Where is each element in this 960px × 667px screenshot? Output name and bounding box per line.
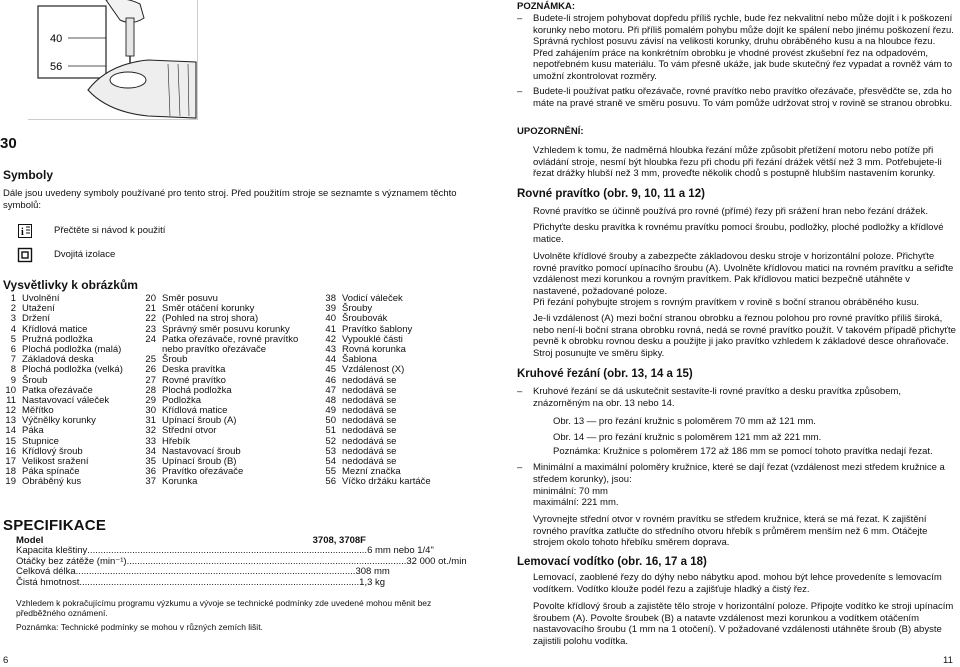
legend-item-number: 52: [325, 435, 336, 447]
legend-item-number: 3: [10, 313, 16, 325]
legend-item: [140, 293, 340, 303]
legend-item-number: 47: [325, 384, 336, 396]
legend-column-1: [0, 293, 150, 487]
legend-item-number: 15: [5, 435, 16, 447]
legend-item-number: 44: [325, 354, 336, 366]
spec-value: 32 000 ot./min: [406, 555, 467, 567]
note-item: – Budete-li strojem pohybovat dopředu příliš rychle, bude řez nekvalitní nebo může dojít i k poškození korunky nebo motoru. Při příliš pomalém pohybu může dojít ke spálení nebo jinému poškození řezu. Správná rychlost posuvu závisí na velikosti korunky, druhu obráběného kusu a na hloubce řezu. Před zahájením práce na konkrétním obrobku je vhodné provést zkušební řez na odpadovém, nepotřebném kusu materiálu. To vám přesně ukáže, jak bude skutečný řez vypadat a rovněž vám to umožní zkontrolovat rozměry.: [517, 13, 957, 82]
legend-item-label: Výčnělky korunky: [22, 415, 96, 427]
legend-item-label: Plochá podložka (malá): [22, 343, 122, 355]
radius-item: – Minimální a maximální poloměry kružnice, které se dají řezat (vzdálenost mezi středem kružnice a středem korunky), jsou:: [517, 462, 957, 485]
legend-item: [140, 476, 340, 486]
legend-item-number: 1: [10, 293, 16, 304]
legend-item-number: 2: [10, 303, 16, 315]
legend-item: [320, 334, 500, 344]
legend-item-number: 43: [325, 343, 336, 355]
note-item-text: Budete-li strojem pohybovat dopředu příliš rychle, bude řez nekvalitní nebo může dojít i k poškození korunky nebo motoru. Při příliš pomalém pohybu může dojít ke spálení nebo jinému poškození řezu. Správná rychlost posuvu závisí na velikosti korunky, druhu obráběného kusu a na hloubce řezu. Před zahájením práce na konkrétním obrobku je vhodné provést zkušební řez na odpadovém, nepotřebném kusu materiálu. To vám přesně ukáže, jak bude skutečný řez vypadat a rovněž vám to umožní zkontrolovat rozměry.: [533, 13, 954, 82]
legend-item: [140, 425, 340, 435]
trimmer-guide-heading: Lemovací vodítko (obr. 16, 17 a 18): [517, 556, 707, 568]
legend-item: [140, 324, 340, 334]
legend-item: [0, 425, 150, 435]
legend-item: [0, 334, 150, 344]
legend-item-number: 19: [5, 476, 16, 488]
note-item-text: Budete-li používat patku ořezávače, rovné pravítko nebo pravítko ořezávače, přesvědčte se, zda ho máte na pravé straně ve směru posuvu. To vám pomůže udržovat stroj v rovině se stranou obrobku.: [533, 86, 953, 109]
legend-item-number: 36: [145, 466, 156, 478]
spec-row: Čistá hmotnost .......................................................................................................... 1,3 kg: [16, 576, 386, 588]
legend-item-number: 24: [145, 333, 156, 345]
legend-item-number: 39: [325, 303, 336, 315]
legend-item: [320, 344, 500, 354]
legend-item-label: Křídlový šroub: [22, 445, 83, 457]
legend-item-number: 28: [145, 384, 156, 396]
legend-item-number: 26: [145, 364, 156, 376]
legend-item: [0, 324, 150, 334]
legend-item-number: 33: [145, 435, 156, 447]
legend-item-label: Vypouklé části: [342, 333, 403, 345]
legend-item-number: 35: [145, 456, 156, 467]
legend-item: [140, 375, 340, 385]
legend-item: [320, 476, 500, 486]
legend-item: [0, 415, 150, 425]
legend-item: [320, 354, 500, 364]
legend-item-label: Šroubovák: [342, 313, 388, 325]
legend-item-number: 41: [325, 323, 336, 335]
legend-item-label: nedodává se: [342, 384, 397, 396]
spec-key: Kapacita kleštiny: [16, 545, 88, 557]
legend-item-number: 4: [10, 323, 16, 335]
legend-item: [0, 375, 150, 385]
legend-item-number: [140, 344, 162, 354]
legend-item: [140, 415, 340, 425]
symbol-row-double-insulation: [18, 246, 115, 264]
legend-item-label: Křídlová matice: [22, 323, 88, 335]
legend-item-number: 10: [5, 384, 16, 396]
legend-item: [140, 405, 340, 415]
legend-item-number: 53: [325, 445, 336, 457]
legend-item-number: 54: [325, 456, 336, 467]
legend-item-number: 32: [145, 425, 156, 437]
legend-item: [140, 466, 340, 476]
legend-item-number: 11: [6, 394, 16, 406]
legend-item: [140, 436, 340, 446]
legend-item-label: Šroub: [162, 354, 188, 366]
legend-item-label: Křídlová matice: [162, 405, 228, 417]
legend-item-label: Páka spínače: [22, 466, 80, 478]
legend-item-label: Plochá podložka: [162, 384, 232, 396]
legend-item-number: 46: [325, 374, 336, 386]
legend-item-number: 13: [5, 415, 16, 427]
legend-item-number: 40: [325, 313, 336, 325]
symbols-intro-text: Dále jsou uvedeny symboly používané pro tento stroj. Před použitím stroje se seznamte s významem těchto symbolů:: [3, 188, 457, 211]
legend-item: [320, 436, 500, 446]
legend-item-label: Pravítko ořezávače: [162, 466, 244, 478]
legend-item-label: Stupnice: [22, 435, 59, 447]
legend-item-number: 30: [145, 405, 156, 417]
legend-column-3: [320, 293, 500, 487]
legend-item-number: 56: [325, 476, 336, 488]
legend-item: [320, 395, 500, 405]
spec-key: Model: [16, 535, 44, 546]
legend-item-label: nedodává se: [342, 374, 397, 386]
legend-item: [320, 415, 500, 425]
manual-book-icon: [18, 224, 32, 238]
legend-item-label: Plochá podložka (velká): [22, 364, 123, 376]
legend-item-label: Hřebík: [162, 435, 190, 447]
legend-item-label: Rovná korunka: [342, 343, 406, 355]
legend-heading: Vysvětlivky k obrázkům: [3, 278, 138, 292]
legend-item-label: Uvolnění: [22, 293, 60, 304]
legend-item-label: Upínací šroub (B): [162, 456, 237, 467]
legend-item: [320, 324, 500, 334]
spec-table: [16, 535, 467, 588]
paragraph: Při řezání pohybujte strojem s rovným pravítkem v rovině s boční stranou obráběného kusu.: [533, 297, 919, 308]
legend-item: [140, 364, 340, 374]
paragraph: Lemovací, zaoblené řezy do dýhy nebo nábytku apod. mohou být lehce provedeníte s lemovacím vodítkem. Vodítko klouže podél řezu a zajišťuje hladký a čistý řez.: [533, 572, 942, 595]
legend-item-number: 8: [10, 364, 16, 376]
circular-cutting-heading: Kruhové řezání (obr. 13, 14 a 15): [517, 368, 693, 380]
legend-item-label: Směr posuvu: [162, 293, 218, 304]
legend-item-label: Základová deska: [22, 354, 94, 366]
legend-item-label: Šablona: [342, 354, 377, 366]
legend-item-label: Střední otvor: [162, 425, 217, 437]
callout-40: 40: [50, 33, 63, 45]
legend-item: [140, 354, 340, 364]
callout-56: 56: [50, 61, 63, 73]
paragraph: Vyrovnejte střední otvor v rovném pravítku se středem kružnice, která se má řezat. K zajištění rovného pravítka zatlučte do středního otvoru hřebík s průměrem menším než 6 mm. Otáčejte strojem okolo tohoto hřebíku směrem doprava.: [533, 514, 928, 549]
circle-note: Poznámka: Kružnice s poloměrem 172 až 186 mm se pomocí tohoto pravítka nedají řezat.: [553, 446, 933, 457]
spec-key: Celková délka: [16, 566, 76, 578]
legend-item-label: Rovné pravítko: [162, 374, 226, 386]
legend-item-label: Držení: [22, 313, 50, 325]
paragraph: Rovné pravítko se účinně používá pro rovné (přímé) řezy při srážení hran nebo řezání drážek.: [533, 206, 928, 217]
spec-value: 1,3 kg: [359, 576, 386, 588]
legend-item: [320, 385, 500, 395]
legend-item-label: Pravítko šablony: [342, 323, 413, 335]
legend-item-label: Upínací šroub (A): [162, 415, 237, 427]
legend-item-label: Šroub: [22, 374, 48, 386]
legend-item-label: Víčko držáku kartáče: [342, 476, 431, 488]
legend-item-number: 22: [145, 313, 156, 325]
legend-item-number: 45: [325, 364, 336, 376]
legend-item-label: nedodává se: [342, 456, 397, 467]
legend-item: [0, 364, 150, 374]
legend-item-label: Měřítko: [22, 405, 54, 417]
spec-value: 6 mm nebo 1/4": [367, 545, 434, 557]
paragraph: Přichyťte desku pravítka k rovnému pravítku pomocí šroubu, podložky, ploché podložky a křídlové matice.: [533, 222, 944, 245]
paragraph: Uvolněte křídlové šrouby a zabezpečte základovou desku stroje v horizontální poloze. Přichyťte rovné pravítko pomocí upínacího šroubu (A). Uvolněte křídlovou matici na rovném pravítku a seřiďte vzdálenost mezi korunkou a rovným pravítkem. Pak křídlovou matici bezpečně utáhněte v nastavené, požadované poloze.: [533, 251, 954, 297]
circular-item: – Kruhové řezání se dá uskutečnit sestavíte-li rovné pravítko a desku pravítka způsobem, znázorněným na obr. 13 nebo 14.: [517, 386, 957, 409]
fig13-line: Obr. 13 — pro řezání kružnic s poloměrem 70 mm až 121 mm.: [553, 416, 816, 427]
double-insulation-icon: [18, 248, 32, 262]
spec-key: Čistá hmotnost: [16, 576, 80, 588]
legend-item-label: Nastavovací váleček: [22, 394, 110, 406]
legend-item-number: 50: [325, 415, 336, 427]
legend-item: [0, 313, 150, 323]
spec-row: Kapacita kleštiny .......................................................................................................... 6 mm nebo 1/4": [16, 545, 434, 557]
legend-item-label: Patka ořezávače: [22, 384, 93, 396]
legend-item-label: Obráběný kus: [22, 476, 82, 488]
legend-item-number: 12: [5, 405, 16, 417]
note-item: – Budete-li používat patku ořezávače, rovné pravítko nebo pravítko ořezávače, přesvědčte se, zda ho máte na pravé straně ve směru posuvu. To vám pomůže udržovat stroj v rovině se stranou obrobku.: [517, 86, 957, 109]
legend-item-label: nedodává se: [342, 405, 397, 417]
legend-item-label: nedodává se: [342, 425, 397, 437]
legend-item-label: Deska pravítka: [162, 364, 226, 376]
legend-item-number: 6: [10, 343, 16, 355]
legend-item-label: Nastavovací šroub: [162, 445, 241, 457]
legend-item-label: Podložka: [162, 394, 202, 406]
caution-text: Vzhledem k tomu, že nadměrná hloubka řezání může způsobit přetížení motoru nebo potíže při ovládání stroje, nesmí být hloubka řezu při chodu při řezání drážek větší než 3 mm. Potřebujete-li řezat drážky hlubší než 3 mm, proveďte několik chodů s postupně hlubším nastavením korunky.: [533, 145, 942, 180]
legend-item-number: 49: [325, 405, 336, 417]
spec-note-country: Poznámka: Technické podmínky se mohou v různých zemích lišit.: [16, 622, 263, 632]
legend-item-label: Mezní značka: [342, 466, 401, 478]
symbol-label-double-insulation: Dvojitá izolace: [54, 249, 116, 261]
legend-item: [320, 303, 500, 313]
legend-item-label: Vodicí váleček: [342, 293, 403, 304]
legend-item-number: 23: [145, 323, 156, 335]
legend-item-number: 17: [5, 456, 16, 467]
caution-heading: UPOZORNĚNÍ:: [517, 126, 584, 137]
legend-item: [0, 385, 150, 395]
legend-item-label: nedodává se: [342, 435, 397, 447]
legend-item-number: 51: [325, 425, 336, 437]
legend-item: [0, 395, 150, 405]
legend-item-number: 31: [145, 415, 156, 427]
legend-item-number: 29: [145, 394, 156, 406]
legend-item-number: 42: [325, 333, 336, 345]
legend-item-number: 25: [145, 354, 156, 366]
legend-item-label: Šrouby: [342, 303, 373, 315]
legend-item-label: nebo pravítko ořezávače: [162, 343, 267, 355]
legend-item: [320, 425, 500, 435]
legend-item-number: 34: [145, 445, 156, 457]
legend-item-label: (Pohled na stroj shora): [162, 313, 259, 325]
spec-header-row: [16, 535, 366, 545]
legend-item-number: 38: [325, 293, 336, 304]
spec-heading: SPECIFIKACE: [3, 517, 107, 534]
legend-item-label: Pružná podložka: [22, 333, 93, 345]
legend-item-number: 37: [145, 476, 156, 488]
legend-item-number: 14: [5, 425, 16, 437]
legend-item: [140, 334, 340, 344]
legend-item: [140, 344, 340, 354]
legend-item: [0, 476, 150, 486]
straight-guide-heading: Rovné pravítko (obr. 9, 10, 11 a 12): [517, 188, 705, 200]
legend-item-label: nedodává se: [342, 415, 397, 427]
legend-item-number: 9: [10, 374, 16, 386]
page-number-right: 11: [943, 655, 953, 666]
spec-row: Celková délka .......................................................................................................... 308 mm: [16, 566, 390, 578]
legend-item-label: Velikost sražení: [22, 456, 89, 467]
symbol-label-manual: Přečtěte si návod k použití: [54, 225, 166, 237]
legend-item: [140, 385, 340, 395]
legend-item-label: Směr otáčení korunky: [162, 303, 255, 315]
legend-item-label: Patka ořezávače, rovné pravítko: [162, 333, 299, 345]
legend-item: [320, 313, 500, 323]
legend-item-number: 21: [145, 303, 156, 315]
page-section-tab: 30: [0, 135, 17, 152]
legend-item: [0, 436, 150, 446]
legend-item-number: 20: [145, 293, 156, 304]
legend-item: [0, 405, 150, 415]
legend-item: [0, 446, 150, 456]
legend-item-number: 48: [325, 394, 336, 406]
legend-item: [0, 354, 150, 364]
spec-row: Otáčky bez zátěže (min⁻¹) .......................................................................................................... 32 000 ot./min: [16, 555, 467, 567]
legend-item: [320, 456, 500, 466]
legend-item: [320, 293, 500, 303]
legend-item-label: nedodává se: [342, 445, 397, 457]
radius-min: minimální: 70 mm: [533, 486, 608, 497]
legend-item-number: 16: [5, 445, 16, 457]
symbols-heading: Symboly: [3, 168, 54, 182]
circular-item-text: Kruhové řezání se dá uskutečnit sestavíte-li rovné pravítko a desku pravítka způsobem, znázorněným na obr. 13 nebo 14.: [533, 386, 902, 409]
legend-item-number: 18: [5, 466, 16, 478]
router-illustration: [28, 0, 198, 120]
svg-text:i: i: [21, 227, 24, 238]
legend-item: [0, 466, 150, 476]
legend-item-number: 5: [10, 333, 16, 345]
legend-item: [0, 303, 150, 313]
legend-item: [140, 303, 340, 313]
spec-value: 308 mm: [355, 566, 390, 578]
radius-item-text: Minimální a maximální poloměry kružnice, které se dají řezat (vzdálenost mezi středem kružnice a středem korunky), jsou:: [533, 462, 945, 485]
spec-note: Vzhledem k pokračujícímu programu výzkumu a vývoje se technické podmínky zde uvedené mohou měnit bez předběžného oznámení.: [16, 598, 432, 619]
legend-item: [0, 456, 150, 466]
legend-item-number: 55: [325, 466, 336, 478]
note-heading: POZNÁMKA:: [517, 1, 576, 12]
legend-item-number: 27: [145, 374, 156, 386]
legend-item: [140, 456, 340, 466]
radius-max: maximální: 221 mm.: [533, 497, 619, 508]
legend-item-number: 7: [10, 354, 16, 366]
paragraph: Je-li vzdálenost (A) mezi boční stranou obrobku a řeznou polohou pro rovné pravítko příliš široká, nebo není-li boční strana obrobku rovná, nedá se rovné pravítko použít. V takovém případě přichyťte pevně k obrobku rovnou desku a použijte ji jako pravítko vzhledem k základové desce ohraňovače. Stroj posunujte ve směru šipky.: [533, 313, 956, 359]
legend-item-label: Správný směr posuvu korunky: [162, 323, 290, 335]
spec-value: 3708, 3708F: [312, 535, 366, 546]
legend-item: [320, 405, 500, 415]
spec-key: Otáčky bez zátěže (min⁻¹): [16, 555, 127, 567]
legend-item-label: Utažení: [22, 303, 55, 315]
symbol-row-manual: [18, 222, 165, 240]
legend-item: [140, 446, 340, 456]
fig14-line: Obr. 14 — pro řezání kružnic s poloměrem 121 mm až 221 mm.: [553, 432, 822, 443]
legend-item: [0, 344, 150, 354]
router-drawing: [28, 0, 198, 120]
legend-item-label: Páka: [22, 425, 44, 437]
legend-item: [140, 313, 340, 323]
legend-item: [140, 395, 340, 405]
legend-item-label: Vzdálenost (X): [342, 364, 405, 376]
page-number-left: 6: [3, 655, 9, 666]
paragraph: Povolte křídlový šroub a zajistěte tělo stroje v horizontální poloze. Připojte vodítko ke stroji upínacím šroubem (A). Povolte šroubek (B) a natavte vzdálenost mezi korunkou a vodítkem otáčením nastavovacího šroubu (1 mm na 1 otočení). V požadované vzdálenosti utáhněte šroub (B) abyste zajistili polohu vodítka.: [533, 601, 954, 647]
legend-item: [320, 364, 500, 374]
legend-item-label: Korunka: [162, 476, 198, 488]
legend-column-2: [140, 293, 340, 487]
legend-item: [320, 375, 500, 385]
legend-item: [320, 466, 500, 476]
legend-item-label: nedodává se: [342, 394, 397, 406]
legend-item: [0, 293, 150, 303]
legend-item: [320, 446, 500, 456]
